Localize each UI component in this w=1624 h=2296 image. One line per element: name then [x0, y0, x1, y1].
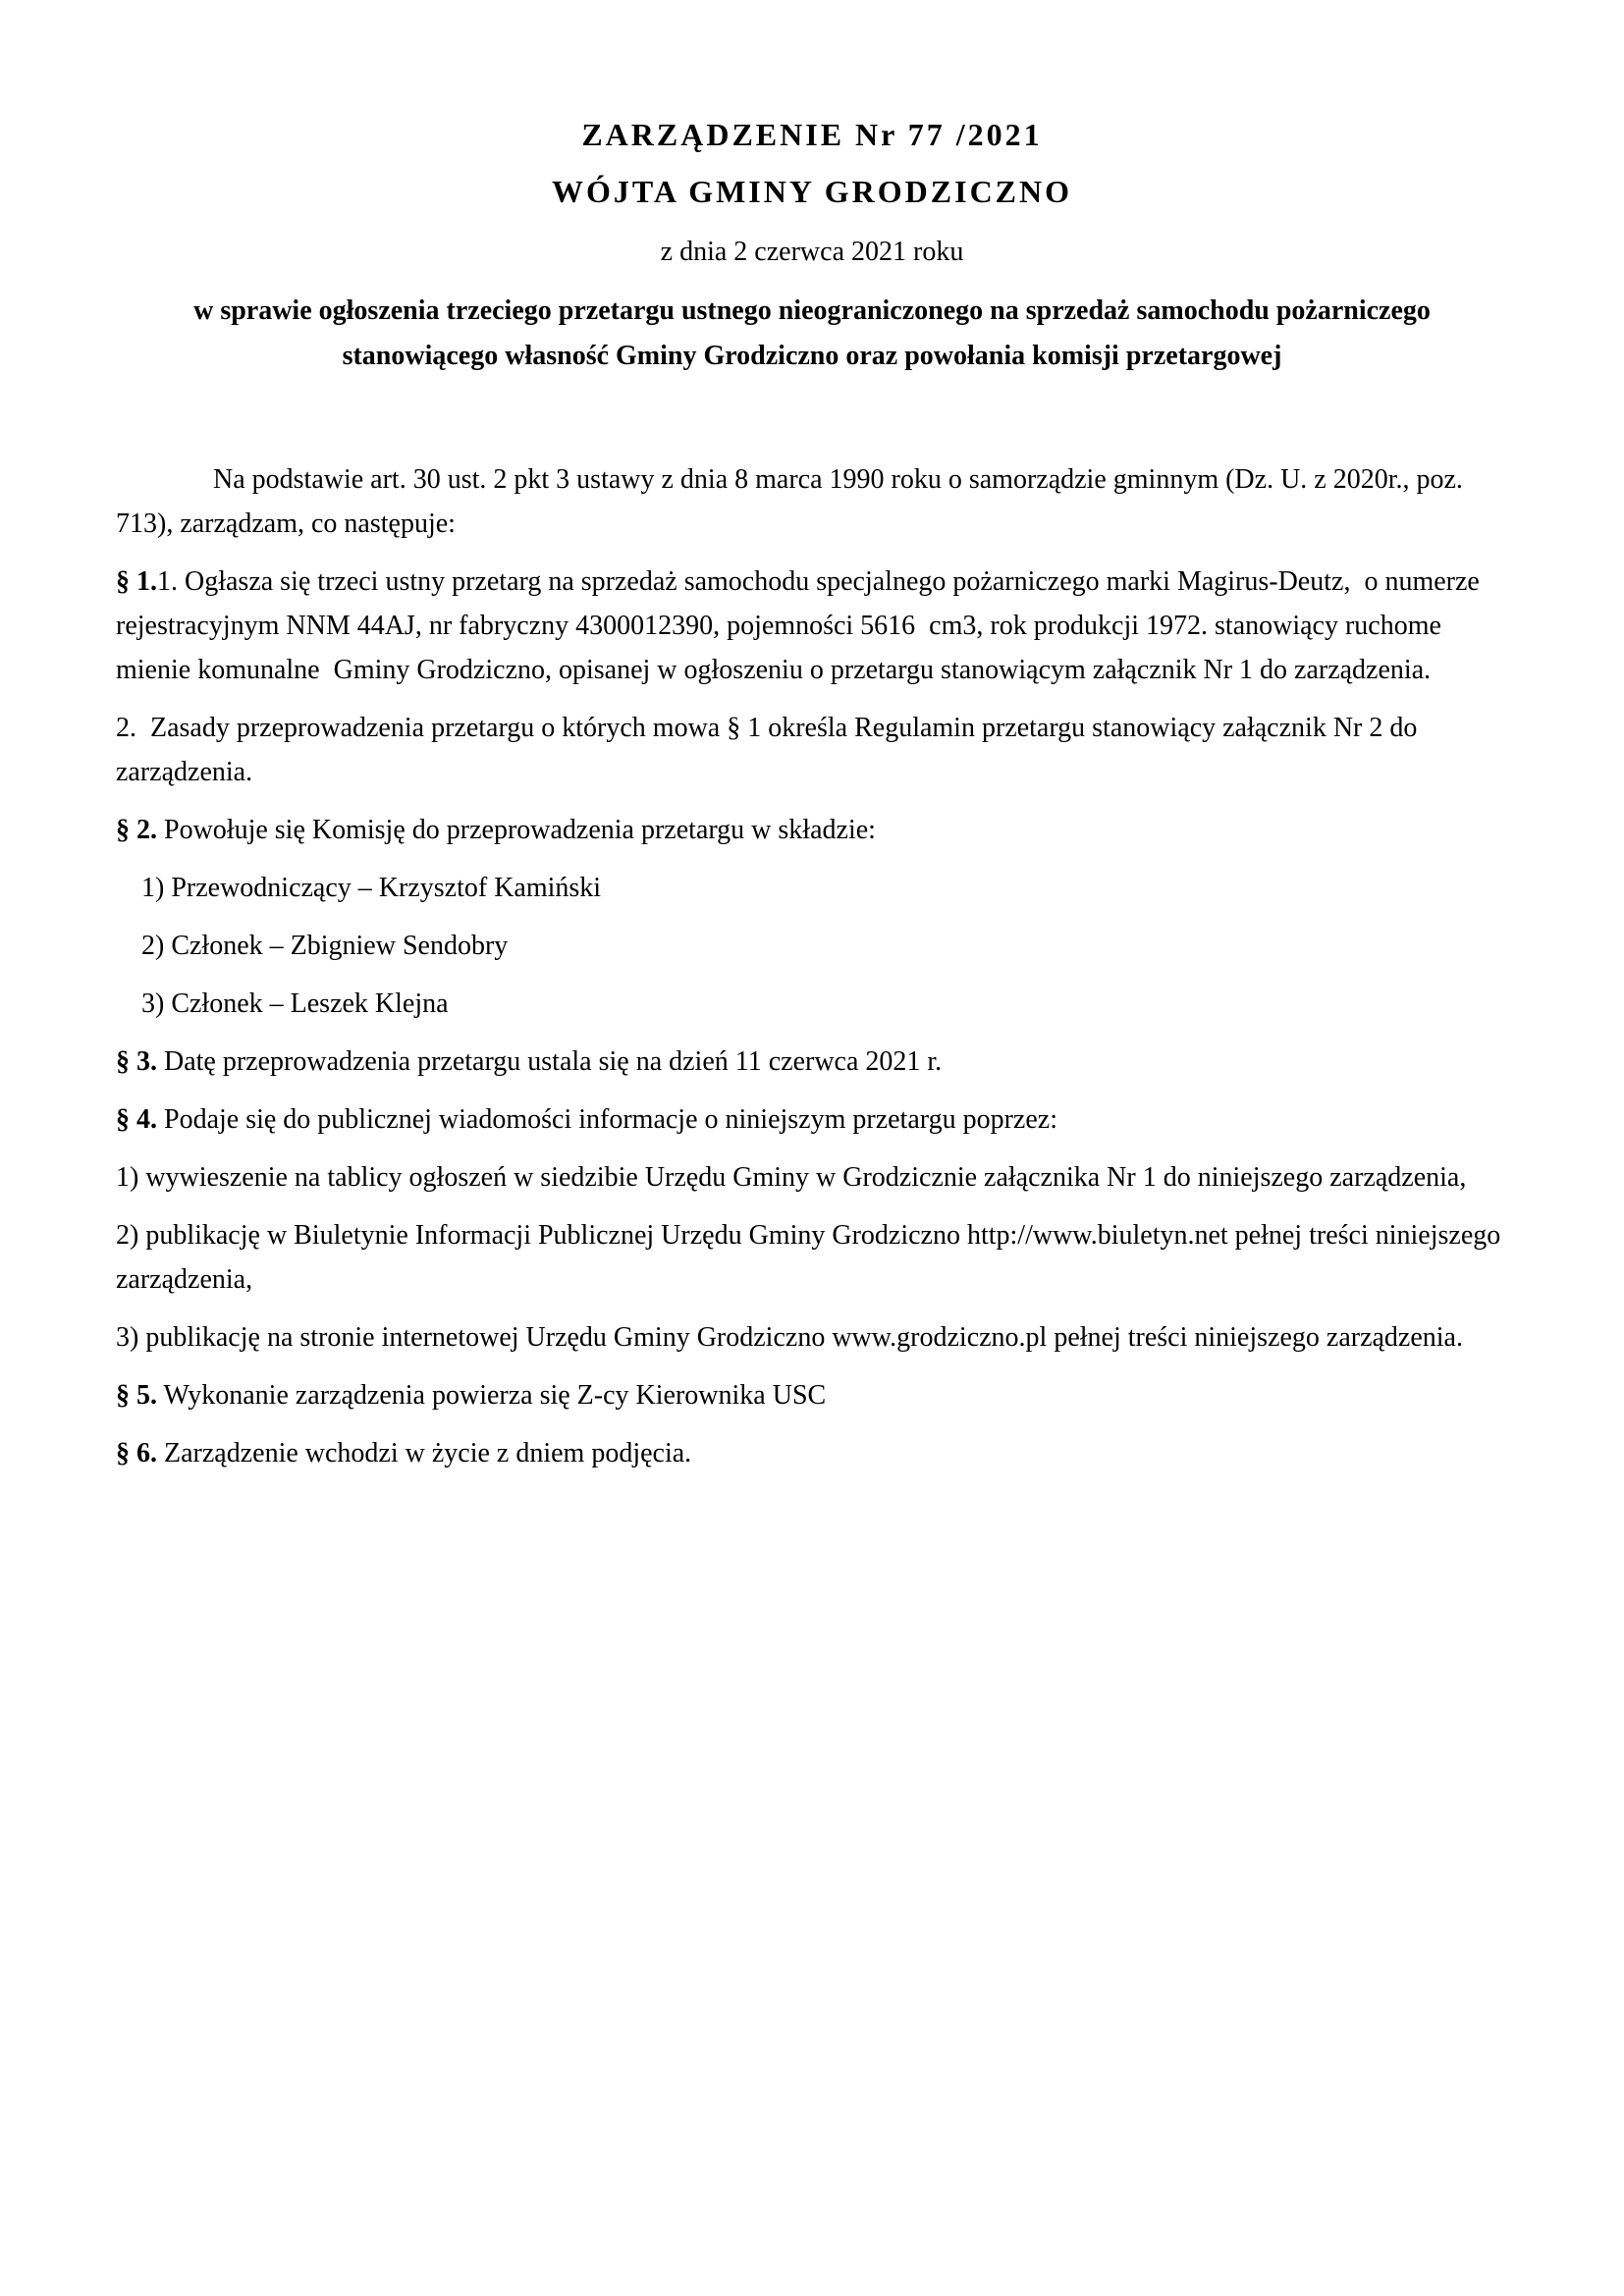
document-body [116, 457, 1508, 1475]
section-1-paragraph [116, 560, 1508, 692]
publication-point-2: 2) publikację w Biuletynie Informacji Publicznej Urzędu Gminy Grodziczno http://www.biuletyn.net pełnej treści niniejszego zarządzenia, [116, 1220, 1508, 1295]
section-2-symbol: § 2. [116, 815, 157, 845]
section-1-text: 1. Ogłasza się trzeci ustny przetarg na sprzedaż samochodu specjalnego pożarniczego marki Magirus-Deutz, o numerze rejestracyjnym NNM 44AJ, nr fabryczny 4300012390, pojemności 5616 cm3, rok produkcji 1972. stanowiący ruchome mienie komunalne Gminy Grodziczno, opisanej w ogłoszeniu o przetargu stanowiącym załącznik Nr 1 do zarządzenia. [116, 566, 1487, 685]
section-1-point-2-paragraph: 2. Zasady przeprowadzenia przetargu o których mowa § 1 określa Regulamin przetargu stanowiący załącznik Nr 2 do zarządzenia. [116, 713, 1425, 787]
section-2-paragraph [116, 808, 1508, 852]
section-3-symbol: § 3. [116, 1046, 157, 1077]
section-4-text: Podaje się do publicznej wiadomości informacje o niniejszym przetargu poprzez: [157, 1104, 1057, 1135]
section-5-text: Wykonanie zarządzenia powierza się Z-cy Kierownika USC [157, 1380, 827, 1411]
section-4-symbol: § 4. [116, 1104, 157, 1135]
section-5-paragraph [116, 1373, 1508, 1417]
publication-point-3: 3) publikację na stronie internetowej Urzędu Gminy Grodziczno www.grodziczno.pl pełnej treści niniejszego zarządzenia. [116, 1322, 1463, 1353]
section-6-symbol: § 6. [116, 1438, 157, 1468]
document-date: z dnia 2 czerwca 2021 roku [660, 237, 964, 267]
section-3-paragraph [116, 1040, 1508, 1084]
section-1-symbol: § 1. [116, 566, 157, 597]
legal-basis-paragraph: Na podstawie art. 30 ust. 2 pkt 3 ustawy z dnia 8 marca 1990 roku o samorządzie gminnym (Dz. U. z 2020r., poz. 713), zarządzam, co następuje: [116, 464, 1470, 539]
publication-point-1: 1) wywieszenie na tablicy ogłoszeń w siedzibie Urzędu Gminy w Grodzicznie załącznika Nr 1 do niniejszego zarządzenia, [116, 1162, 1467, 1193]
section-6-text: Zarządzenie wchodzi w życie z dniem podjęcia. [157, 1438, 692, 1468]
document-title: ZARZĄDZENIE Nr 77 /2021 [581, 117, 1043, 152]
section-4-paragraph [116, 1097, 1508, 1142]
document-issuer: WÓJTA GMINY GRODZICZNO [551, 174, 1073, 209]
commission-member-3: 3) Członek – Leszek Klejna [141, 988, 449, 1019]
commission-member-2: 2) Członek – Zbigniew Sendobry [141, 931, 509, 961]
document-header [116, 110, 1508, 379]
section-6-paragraph [116, 1431, 1508, 1475]
section-5-symbol: § 5. [116, 1380, 157, 1411]
section-3-text: Datę przeprowadzenia przetargu ustala się na dzień 11 czerwca 2021 r. [157, 1046, 943, 1077]
document-subject: w sprawie ogłoszenia trzeciego przetargu ustnego nieograniczonego na sprzedaż samochodu pożarniczego stanowiącego własność Gminy Grodziczno oraz powołania komisji przetargowej [193, 295, 1437, 371]
commission-member-1: 1) Przewodniczący – Krzysztof Kamiński [141, 873, 602, 903]
section-2-text: Powołuje się Komisję do przeprowadzenia przetargu w składzie: [157, 815, 876, 845]
